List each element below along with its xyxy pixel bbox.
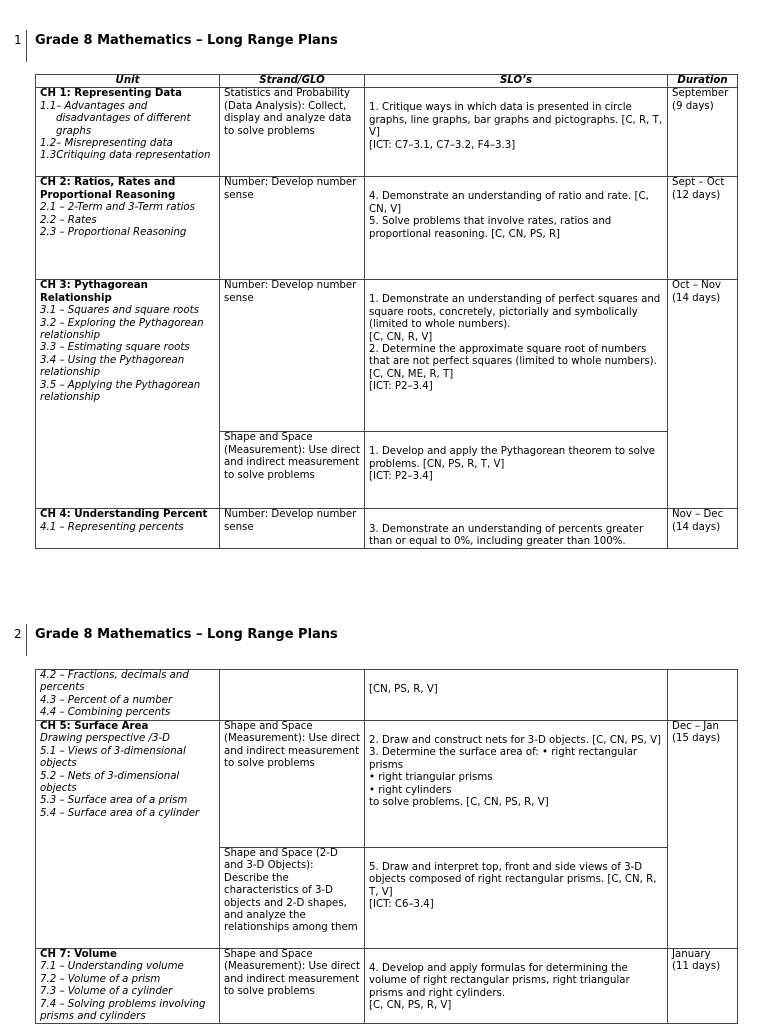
table-row-ch3a (36, 280, 738, 432)
duration-days: (12 days) (672, 189, 721, 201)
unit-cell (36, 280, 220, 509)
duration-period: Nov – Dec (672, 509, 724, 521)
duration-period: Oct – Nov (672, 280, 722, 292)
duration-days: (14 days) (672, 521, 721, 533)
col-header-strand: Strand/GLO (220, 75, 365, 88)
slo-text: • right cylinders (369, 784, 452, 796)
slo-text: 4. Demonstrate an understanding of ratio and rate. [C, CN, V] (369, 191, 649, 215)
plan-table-page-1 (35, 74, 738, 549)
unit-item: 7.4 – Solving problems involving prisms and cylinders (40, 998, 206, 1023)
page-title: Grade 8 Mathematics – Long Range Plans (35, 33, 338, 48)
unit-title: CH 3: Pythagorean Relationship (40, 280, 148, 304)
slo-text: 3. Demonstrate an understanding of percents greater than or equal to 0%, including greater than 100%. (369, 523, 644, 547)
duration-period: September (672, 88, 729, 100)
page-title: Grade 8 Mathematics – Long Range Plans (35, 627, 338, 642)
unit-cell (36, 509, 220, 549)
page-number: 2 (14, 627, 22, 641)
unit-item: 3.1 – Squares and square roots (40, 305, 199, 317)
duration-days: (11 days) (672, 961, 721, 973)
duration-period: Dec – Jan (672, 721, 719, 732)
slo-text: 2. Determine the approximate square root of numbers that are not perfect squares (limited to whole numbers). [C, CN, ME, R, T] (369, 344, 657, 380)
col-header-slo: SLO’s (365, 75, 668, 88)
slo-cell (365, 88, 668, 177)
unit-title: CH 5: Surface Area (40, 721, 149, 732)
unit-item: 5.1 – Views of 3-dimensional objects (40, 745, 186, 770)
slo-text: to solve problems. [C, CN, PS, R, V] (369, 797, 549, 809)
unit-item: 1.2– Misrepresenting data (40, 138, 173, 150)
slo-text: [ICT: P2–3.4] (369, 471, 433, 483)
duration-cell (668, 177, 738, 280)
unit-item: 3.4 – Using the Pythagorean relationship (40, 354, 185, 379)
slo-text: • right triangular prisms (369, 772, 493, 784)
slo-cell (365, 670, 668, 721)
slo-text: 1. Critique ways in which data is presented in circle graphs, line graphs, bar graphs and pictographs. [C, R, T, V] (369, 102, 663, 139)
unit-item: 5.3 – Surface area of a prism (40, 795, 188, 807)
table-row-ch5a (36, 721, 738, 848)
slo-text: 4. Develop and apply formulas for determining the volume of right rectangular prisms, right triangular prisms and right cylinders. (369, 963, 630, 999)
slo-text: 5. Solve problems that involve rates, ratios and proportional reasoning. [C, CN, PS, R] (369, 216, 612, 240)
strand-cell (220, 949, 365, 1024)
unit-item: 7.2 – Volume of a prism (40, 973, 161, 985)
strand-cell (220, 670, 365, 721)
slo-cell (365, 949, 668, 1024)
slo-cell (365, 432, 668, 509)
duration-cell (668, 949, 738, 1024)
strand-cell (220, 280, 365, 432)
strand-cell (220, 848, 365, 949)
unit-item: 3.2 – Exploring the Pythagorean relationship (40, 317, 204, 342)
slo-cell (365, 177, 668, 280)
duration-cell (668, 88, 738, 177)
duration-cell (668, 509, 738, 549)
unit-cell (36, 949, 220, 1024)
unit-item: 4.2 – Fractions, decimals and percents (40, 670, 189, 694)
strand-cell (220, 509, 365, 549)
unit-item: 5.2 – Nets of 3-dimensional objects (40, 770, 180, 795)
unit-item: 2.1 – 2-Term and 3-Term ratios (40, 202, 195, 214)
slo-text: [C, CN, PS, R, V] (369, 1000, 452, 1012)
page-number: 1 (14, 33, 22, 47)
plan-table-page-2 (35, 669, 738, 1024)
unit-item: 4.4 – Combining percents (40, 707, 171, 719)
slo-cell (365, 280, 668, 432)
unit-title: CH 1: Representing Data (40, 88, 182, 100)
duration-days: (15 days) (672, 733, 721, 745)
strand-text: Shape and Space (2-D and 3-D Objects): Describe the characteristics of 3-D objects and 2-D shapes, and analyze the relationships among them (224, 848, 358, 934)
table-row-ch2 (36, 177, 738, 280)
strand-text: Shape and Space (Measurement): Use direct and indirect measurement to solve problems (224, 949, 360, 998)
unit-cell (36, 721, 220, 949)
duration-cell (668, 280, 738, 509)
unit-title: CH 7: Volume (40, 949, 117, 960)
unit-cell (36, 670, 220, 721)
duration-period: January (672, 949, 711, 960)
unit-item: 7.1 – Understanding volume (40, 961, 184, 973)
strand-cell (220, 177, 365, 280)
slo-text: [ICT: C7–3.1, C7–3.2, F4–3.3] (369, 139, 516, 151)
unit-item: 2.3 – Proportional Reasoning (40, 227, 187, 239)
duration-cell (668, 721, 738, 949)
slo-text: 1. Develop and apply the Pythagorean theorem to solve problems. [CN, PS, R, T, V] (369, 446, 655, 470)
unit-item: 4.3 – Percent of a number (40, 694, 173, 706)
strand-cell (220, 88, 365, 177)
slo-text: 5. Draw and interpret top, front and side views of 3-D objects composed of right rectangular prisms. [C, CN, R, T, V] (369, 862, 657, 898)
col-header-duration: Duration (668, 75, 738, 88)
unit-item: 2.2 – Rates (40, 214, 97, 226)
slo-text: [ICT: C6–3.4] (369, 899, 434, 911)
slo-text: 1. Demonstrate an understanding of perfect squares and square roots, concretely, pictorially and symbolically (limited to whole numbers). (369, 294, 661, 331)
slo-text: 2. Draw and construct nets for 3-D objects. [C, CN, PS, V] (369, 735, 662, 746)
duration-period: Sept – Oct (672, 177, 725, 189)
strand-text: Number: Develop number sense (224, 177, 357, 201)
unit-cell (36, 177, 220, 280)
unit-item: 3.3 – Estimating square roots (40, 342, 190, 354)
duration-days: (9 days) (672, 100, 714, 112)
unit-item: 3.5 – Applying the Pythagorean relationship (40, 379, 201, 404)
strand-cell (220, 721, 365, 848)
slo-cell (365, 848, 668, 949)
unit-cell (36, 88, 220, 177)
strand-cell (220, 432, 365, 509)
unit-item: 7.3 – Volume of a cylinder (40, 986, 173, 998)
duration-days: (14 days) (672, 292, 721, 304)
table-row-ch7 (36, 949, 738, 1024)
strand-text: Number: Develop number sense (224, 509, 357, 533)
slo-cell (365, 721, 668, 848)
unit-item: 4.1 – Representing percents (40, 521, 184, 533)
strand-text: Shape and Space (Measurement): Use direct and indirect measurement to solve problems (224, 721, 360, 770)
unit-item: 5.4 – Surface area of a cylinder (40, 807, 200, 819)
page-divider (26, 624, 27, 656)
strand-text: Shape and Space (Measurement): Use direct and indirect measurement to solve problems (224, 432, 360, 481)
slo-text: [ICT: P2–3.4] (369, 381, 433, 393)
duration-cell (668, 670, 738, 721)
unit-item: 1.3Critiquing data representation (40, 150, 211, 162)
unit-item: Drawing perspective /3-D (40, 733, 170, 745)
strand-text: Number: Develop number sense (224, 280, 357, 304)
unit-title: CH 2: Ratios, Rates and Proportional Reasoning (40, 177, 176, 201)
table-row-ch1 (36, 88, 738, 177)
col-header-unit: Unit (36, 75, 220, 88)
table-row-ch4-cont (36, 670, 738, 721)
strand-text: Statistics and Probability (Data Analysis): Collect, display and analyze data to solve problems (224, 88, 352, 137)
slo-cell (365, 509, 668, 549)
slo-text: [C, CN, R, V] (369, 331, 433, 343)
table-header-row (36, 75, 738, 88)
slo-text: [CN, PS, R, V] (369, 684, 438, 695)
page-divider (26, 30, 27, 62)
unit-item: 1.1– Advantages and disadvantages of different graphs (40, 100, 191, 137)
unit-title: CH 4: Understanding Percent (40, 509, 208, 521)
table-row-ch4 (36, 509, 738, 549)
slo-text: 3. Determine the surface area of: • right rectangular prisms (369, 747, 638, 771)
